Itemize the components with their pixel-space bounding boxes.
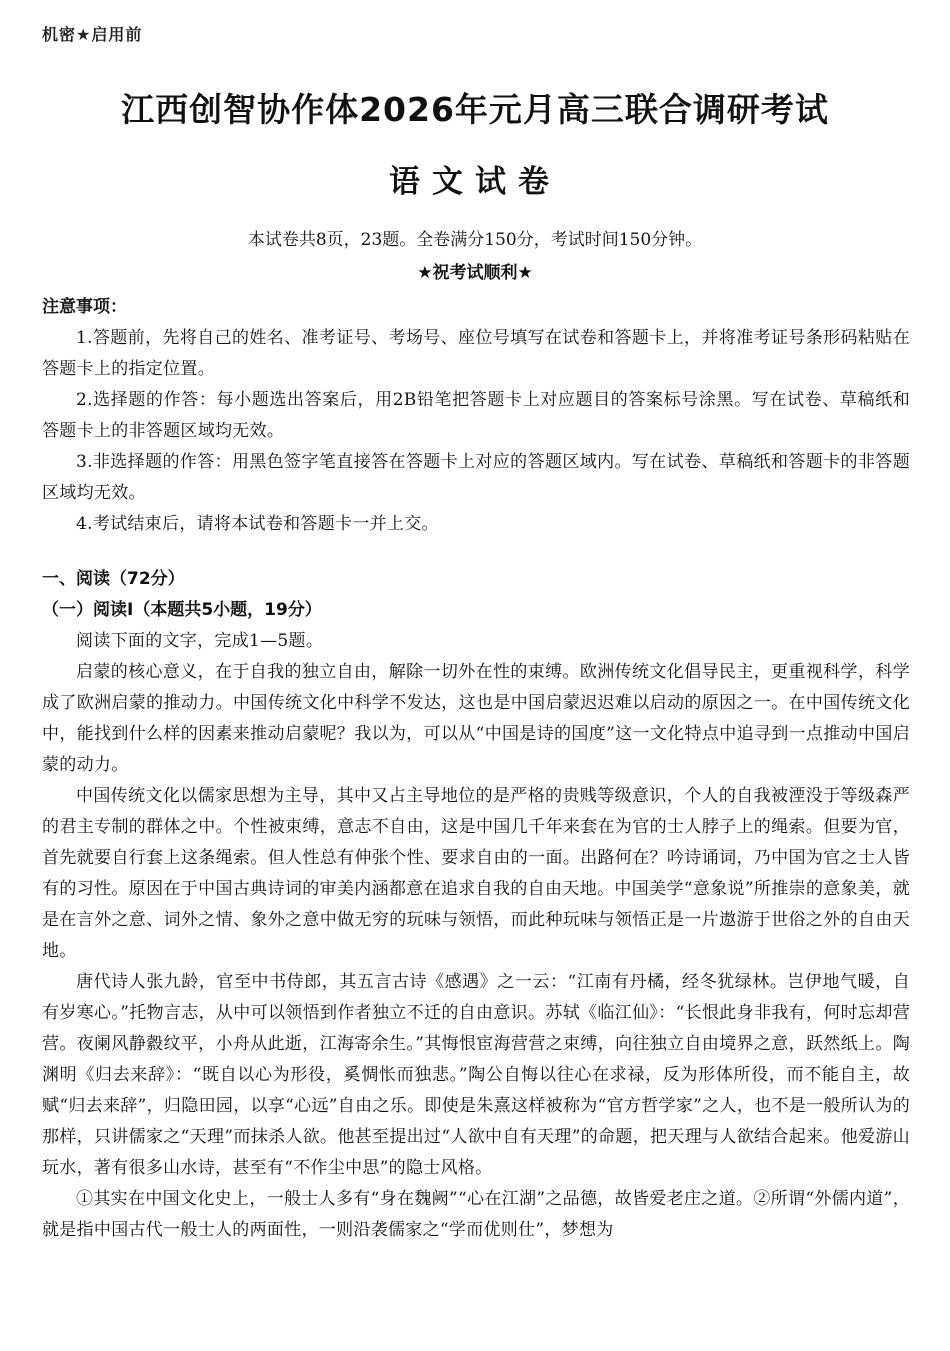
notice-item: 2.选择题的作答：每小题选出答案后，用2B铅笔把答题卡上对应题目的答案标号涂黑。写在试卷、草稿纸和答题卡上的非答题区域均无效。	[42, 390, 910, 441]
notice-item: 1.答题前，先将自己的姓名、准考证号、考场号、座位号填写在试卷和答题卡上，并将准考证号条形码粘贴在答题卡上的指定位置。	[42, 328, 910, 379]
reading-paragraph: 启蒙的核心意义，在于自我的独立自由，解除一切外在性的束缚。欧洲传统文化倡导民主，更重视科学，科学成了欧洲启蒙的推动力。中国传统文化中科学不发达，这也是中国启蒙迟迟难以启动的原因之一。在中国传统文化中，能找到什么样的因素来推动启蒙呢？我以为，可以从“中国是诗的国度”这一文化特点中追寻到一点推动中国启蒙的动力。	[42, 662, 910, 775]
exam-title: 江西创智协作体2026年元月高三联合调研考试	[121, 90, 829, 129]
notice-heading: 注意事项：	[42, 297, 127, 317]
exam-wish: ★祝考试顺利★	[417, 263, 533, 283]
exam-subtitle: 语文试卷	[389, 164, 561, 200]
section-heading: 一、阅读（72分）	[42, 569, 185, 589]
exam-info: 本试卷共8页，23题。全卷满分150分，考试时间150分钟。	[247, 230, 703, 250]
secret-mark: 机密★启用前	[42, 25, 143, 44]
reading-paragraph: 中国传统文化以儒家思想为主导，其中又占主导地位的是严格的贵贱等级意识，个人的自我被湮没于等级森严的君主专制的群体之中。个性被束缚，意志不自由，这是中国几千年来套在为官的士人脖子上的绳索。但要为官，首先就要自行套上这条绳索。但人性总有伸张个性、要求自由的一面。出路何在？吟诗诵词，乃中国为官之士人皆有的习性。原因在于中国古典诗词的审美内涵都意在追求自我的自由天地。中国美学“意象说”所推崇的意象美，就是在言外之意、词外之情、象外之意中做无穷的玩味与领悟，而此种玩味与领悟正是一片遨游于世俗之外的自由天地。	[42, 786, 910, 961]
reading-instruction: 阅读下面的文字，完成1—5题。	[76, 631, 324, 651]
notice-item: 4.考试结束后，请将本试卷和答题卡一并上交。	[76, 514, 439, 534]
exam-content	[42, 292, 910, 1246]
reading-paragraph: ①其实在中国文化史上，一般士人多有“身在魏阙”“心在江湖”之品德，故皆爱老庄之道。②所谓“外儒内道”，就是指中国古代一般士人的两面性，一则沿袭儒家之“学而优则仕”，梦想为	[42, 1189, 910, 1240]
section-subheading: （一）阅读Ⅰ（本题共5小题，19分）	[42, 600, 322, 620]
notice-item: 3.非选择题的作答：用黑色签字笔直接答在答题卡上对应的答题区域内。写在试卷、草稿纸和答题卡的非答题区域均无效。	[42, 452, 910, 503]
reading-paragraph: 唐代诗人张九龄，官至中书侍郎，其五言古诗《感遇》之一云：“江南有丹橘，经冬犹绿林。岂伊地气暖，自有岁寒心。”托物言志，从中可以领悟到作者独立不迁的自由意识。苏轼《临江仙》：“长恨此身非我有，何时忘却营营。夜阑风静縠纹平，小舟从此逝，江海寄余生。”其悔恨宦海营营之束缚，向往独立自由境界之意，跃然纸上。陶渊明《归去来辞》：“既自以心为形役，奚惆怅而独悲。”陶公自悔以往心在求禄，反为形体所役，而不能自主，故赋“归去来辞”，归隐田园，以享“心远”自由之乐。即使是朱熹这样被称为“官方哲学家”之人，也不是一般所认为的那样，只讲儒家之“天理”而抹杀人欲。他甚至提出过“人欲中自有天理”的命题，把天理与人欲结合起来。他爱游山玩水，著有很多山水诗，甚至有“不作尘中思”的隐士风格。	[42, 972, 910, 1178]
spacer	[42, 540, 910, 564]
